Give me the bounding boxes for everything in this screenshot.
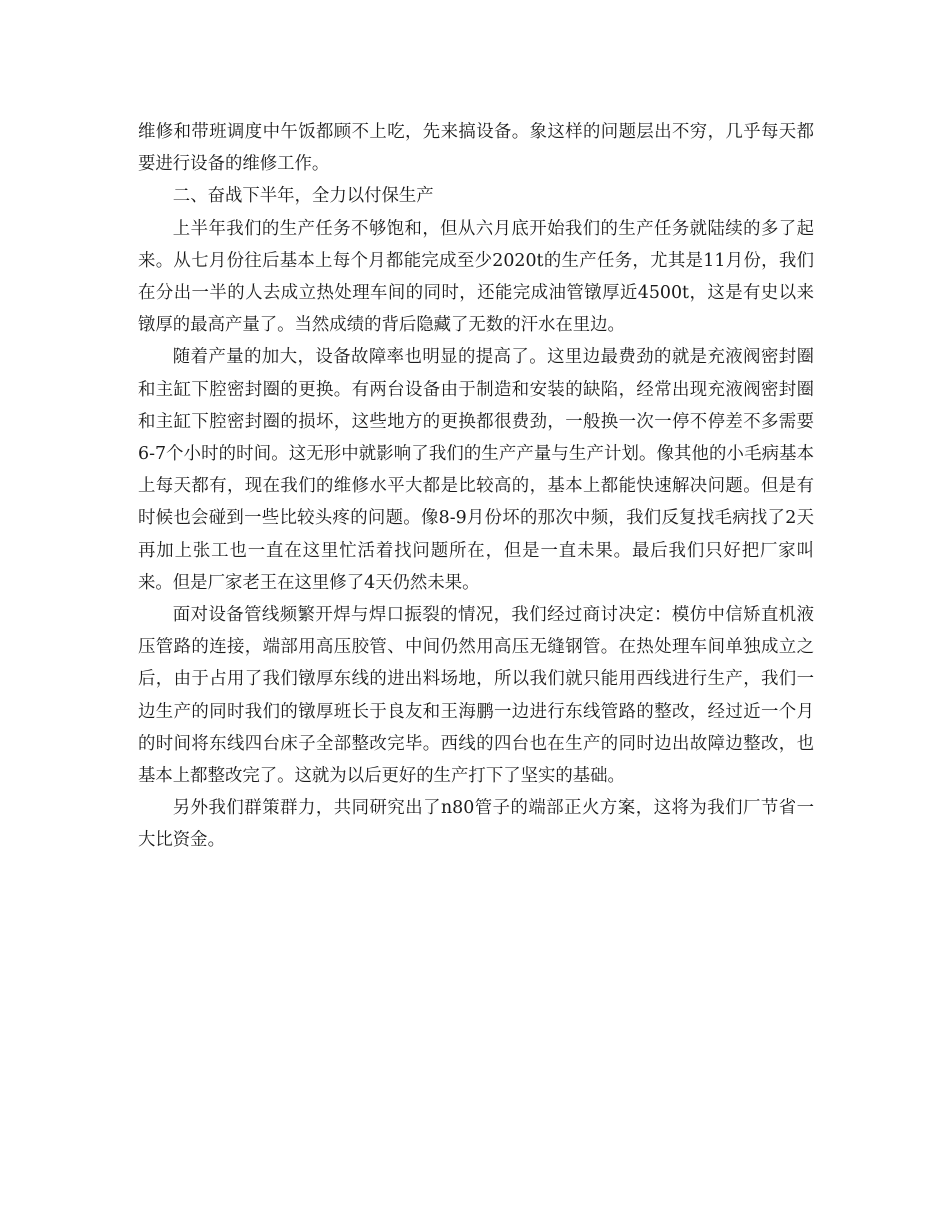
paragraph-production: 上半年我们的生产任务不够饱和，但从六月底开始我们的生产任务就陆续的多了起来。从七月份往后基本上每个月都能完成至少2020t的生产任务，尤其是11月份，我们在分出一半的人去成立热处理车间的同时，还能完成油管镦厚近4500t，这是有史以来镦厚的最高产量了。当然成绩的背后隐藏了无数的汗水在里边。: [138, 218, 814, 336]
paragraph-pipeline-rework: 面对设备管线频繁开焊与焊口振裂的情况，我们经过商讨决定：模仿中信矫直机液压管路的连接，端部用高压胶管、中间仍然用高压无缝钢管。在热处理车间单独成立之后，由于占用了我们镦厚东线的进出料场地，所以我们就只能用西线进行生产，我们一边生产的同时我们的镦厚班长于良友和王海鹏一边进行东线管路的整改，经过近一个月的时间将东线四台床子全部整改完毕。西线的四台也在生产的同时边出故障边整改，也基本上都整改完了。这就为以后更好的生产打下了坚实的基础。: [138, 605, 814, 787]
section-heading: 二、奋战下半年，全力以付保生产: [172, 186, 434, 207]
paragraph-normalizing-plan: 另外我们群策群力，共同研究出了n80管子的端部正火方案，这将为我们厂节省一大比资金。: [138, 798, 814, 851]
paragraph-equipment-failures: 随着产量的加大，设备故障率也明显的提高了。这里边最费劲的就是充液阀密封圈和主缸下腔密封圈的更换。有两台设备由于制造和安装的缺陷，经常出现充液阀密封圈和主缸下腔密封圈的损坏，这些地方的更换都很费劲，一般换一次一停不停差不多需要6-7个小时的时间。这无形中就影响了我们的生产产量与生产计划。像其他的小毛病基本上每天都有，现在我们的维修水平大都是比较高的，基本上都能快速解决问题。但是有时候也会碰到一些比较头疼的问题。像8-9月份坏的那次中频，我们反复找毛病找了2天再加上张工也一直在这里忙活着找问题所在，但是一直未果。最后我们只好把厂家叫来。但是厂家老王在这里修了4天仍然未果。: [138, 347, 814, 593]
paragraph-continuation: 维修和带班调度中午饭都顾不上吃，先来搞设备。象这样的问题层出不穷，几乎每天都要进行设备的维修工作。: [138, 122, 814, 175]
document-page: [138, 116, 814, 857]
